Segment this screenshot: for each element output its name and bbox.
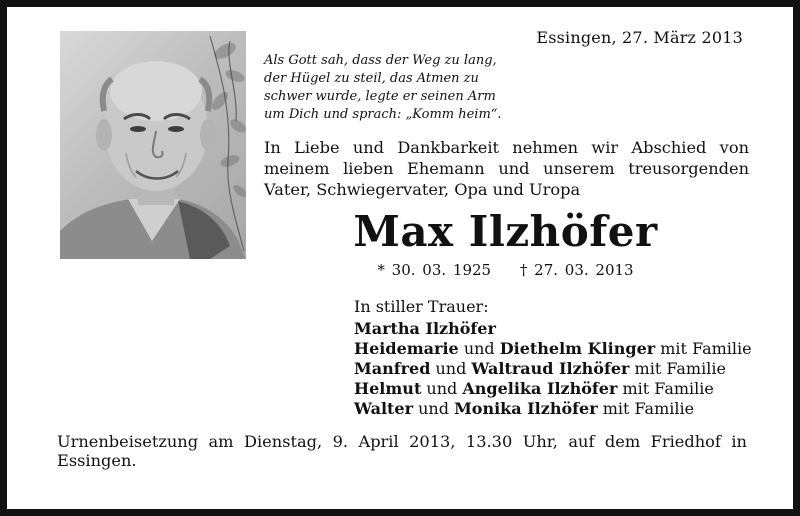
farewell-text: In Liebe und Dankbarkeit nehmen wir Abschied von meinem lieben Ehemann und unserem treusorgenden Vater, Schwiegervater, Opa und Uropa bbox=[264, 138, 749, 199]
mourner-connector: und bbox=[413, 399, 455, 418]
mourner-connector: und bbox=[458, 339, 500, 358]
mourner-connector: und bbox=[430, 359, 472, 378]
mourner-name: Helmut bbox=[354, 379, 422, 398]
mourner-entry bbox=[354, 319, 752, 339]
mourner-name: Monika Ilzhöfer bbox=[454, 399, 598, 418]
funeral-notice: Urnenbeisetzung am Dienstag, 9. April 2013, 13.30 Uhr, auf dem Friedhof in Essingen. bbox=[57, 432, 747, 470]
death-date: † 27. 03. 2013 bbox=[519, 261, 634, 279]
mourner-entry bbox=[354, 379, 752, 399]
mourner-suffix: mit Familie bbox=[597, 399, 695, 418]
poem-line: Als Gott sah, dass der Weg zu lang, bbox=[264, 53, 497, 68]
mourner-name: Martha Ilzhöfer bbox=[354, 319, 496, 338]
mourner-name: Walter bbox=[354, 399, 414, 418]
mourner-entry bbox=[354, 399, 752, 419]
mourning-title: In stiller Trauer: bbox=[354, 297, 489, 316]
place-and-date: Essingen, 27. März 2013 bbox=[536, 28, 743, 47]
birth-date: * 30. 03. 1925 bbox=[377, 261, 492, 279]
mourner-entry bbox=[354, 359, 752, 379]
mourner-suffix: mit Familie bbox=[655, 339, 752, 358]
deceased-name: Max Ilzhöfer bbox=[353, 207, 658, 256]
mourner-name: Angelika Ilzhöfer bbox=[462, 379, 618, 398]
mourner-entry bbox=[354, 339, 752, 359]
life-dates bbox=[263, 261, 748, 279]
poem-line: schwer wurde, legte er seinen Arm bbox=[264, 89, 496, 104]
mourner-connector: und bbox=[421, 379, 463, 398]
mourner-suffix: mit Familie bbox=[617, 379, 714, 398]
mourner-name: Heidemarie bbox=[354, 339, 459, 358]
mourner-suffix: mit Familie bbox=[629, 359, 726, 378]
mourner-name: Diethelm Klinger bbox=[499, 339, 656, 358]
poem-line: um Dich und sprach: „Komm heim“. bbox=[264, 107, 502, 122]
poem-line: der Hügel zu steil, das Atmen zu bbox=[264, 71, 479, 86]
mourner-name: Manfred bbox=[354, 359, 431, 378]
mourner-name: Waltraud Ilzhöfer bbox=[471, 359, 630, 378]
portrait-photo bbox=[60, 31, 246, 259]
poem bbox=[264, 52, 502, 124]
mourners-list bbox=[354, 319, 752, 419]
